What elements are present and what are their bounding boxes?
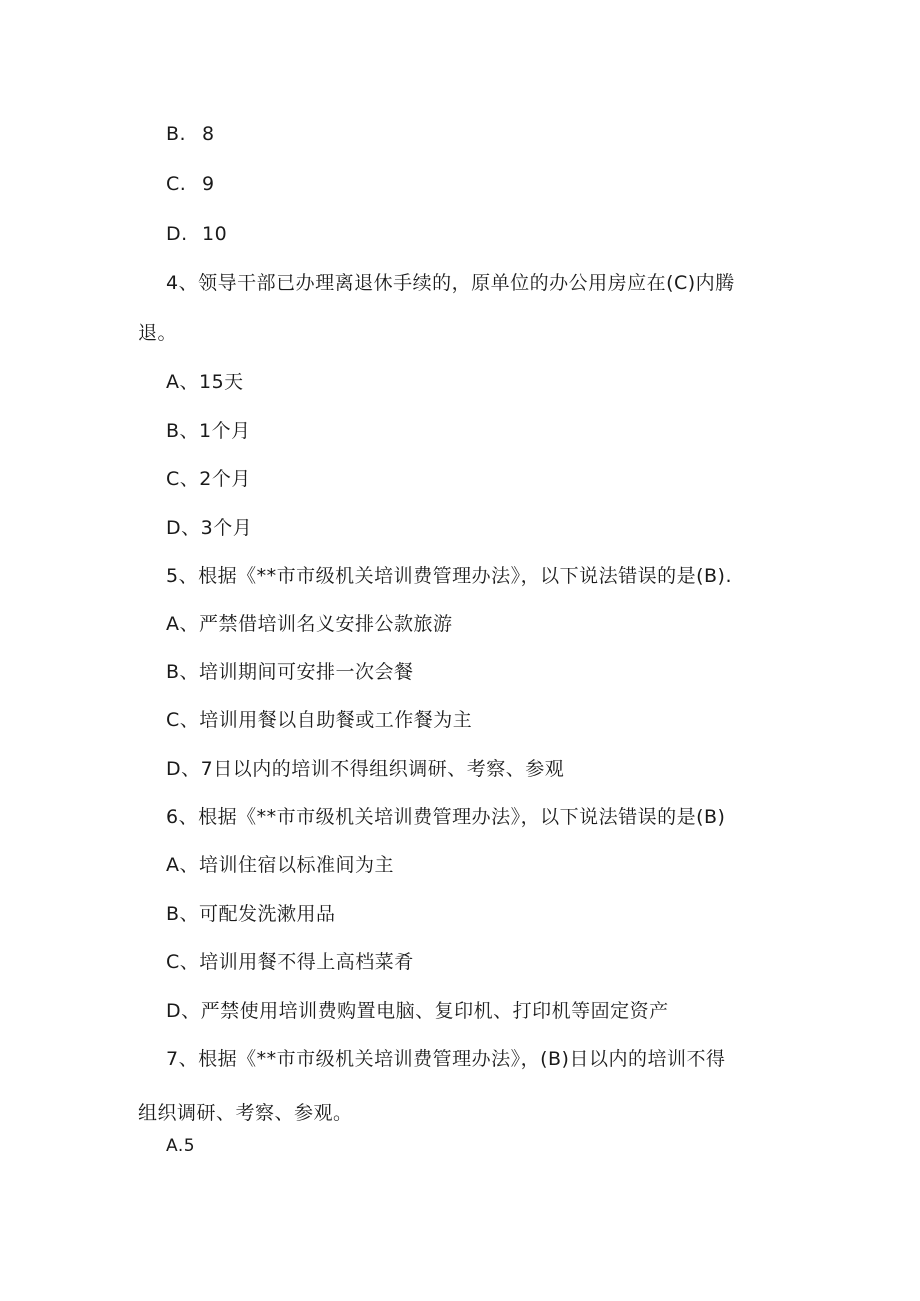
q3-option-c xyxy=(166,171,215,197)
q4-option-d: D、3个月 xyxy=(166,517,253,539)
q7-stem-line2: 组织调研、考察、参观。 xyxy=(138,1102,353,1124)
q6-option-a: A、培训住宿以标准间为主 xyxy=(166,854,394,876)
q6-option-c: C、培训用餐不得上高档菜肴 xyxy=(166,951,414,973)
q5-option-b: B、培训期间可安排一次会餐 xyxy=(166,661,414,683)
q3-option-c-letter: C. xyxy=(166,173,187,195)
q6-option-d: D、严禁使用培训费购置电脑、复印机、打印机等固定资产 xyxy=(166,1000,669,1022)
q4-stem-line2: 退。 xyxy=(138,322,178,344)
q3-option-b-text: 8 xyxy=(202,123,215,145)
q6-stem: 6、根据《**市市级机关培训费管理办法》，以下说法错误的是(B) xyxy=(166,806,726,828)
q4-option-b: B、1个月 xyxy=(166,420,251,442)
q7-stem-line1: 7、根据《**市市级机关培训费管理办法》，(B)日以内的培训不得 xyxy=(166,1048,726,1070)
q5-option-d: D、7日以内的培训不得组织调研、考察、参观 xyxy=(166,758,565,780)
q4-option-a: A、15天 xyxy=(166,371,244,393)
q3-option-b xyxy=(166,121,215,147)
q5-stem: 5、根据《**市市级机关培训费管理办法》，以下说法错误的是(B). xyxy=(166,565,732,587)
q3-option-d xyxy=(166,221,227,247)
q4-option-c: C、2个月 xyxy=(166,468,251,490)
q5-option-a: A、严禁借培训名义安排公款旅游 xyxy=(166,613,453,635)
q3-option-d-letter: D. xyxy=(166,223,188,245)
q3-option-b-letter: B. xyxy=(166,123,187,145)
q4-stem-line1: 4、领导干部已办理离退休手续的，原单位的办公用房应在(C)内腾 xyxy=(166,272,735,294)
q3-option-d-text: 10 xyxy=(202,223,228,245)
q3-option-c-text: 9 xyxy=(202,173,215,195)
q5-option-c: C、培训用餐以自助餐或工作餐为主 xyxy=(166,709,473,731)
q6-option-b: B、可配发洗漱用品 xyxy=(166,903,336,925)
q7-option-a: A.5 xyxy=(166,1136,196,1156)
